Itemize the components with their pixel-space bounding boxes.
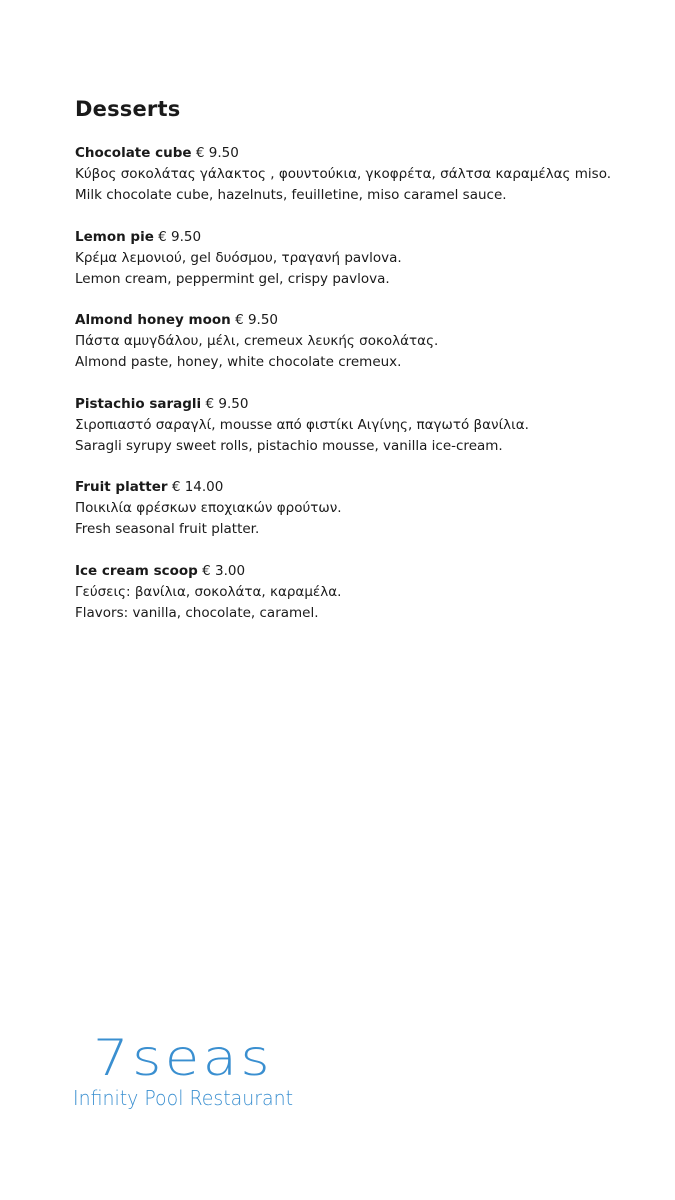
dessert-menu-list (75, 143, 655, 644)
item-description-greek: Κύβος σοκολάτας γάλακτος , φουντούκια, γκοφρέτα, σάλτσα καραμέλας miso. (75, 166, 612, 182)
item-description-greek: Πάστα αμυγδάλου, μέλι, cremeux λευκής σοκολάτας. (75, 333, 439, 349)
item-price: € 9.50 (158, 228, 202, 245)
menu-item-header (75, 143, 655, 164)
item-description-greek: Ποικιλία φρέσκων εποχιακών φρούτων. (75, 500, 342, 516)
item-name: Almond honey moon (75, 312, 231, 328)
logo-wordmark: 7seas (93, 1029, 273, 1087)
menu-item-ice-cream-scoop (75, 561, 655, 645)
menu-item-pistachio-saragli (75, 394, 655, 478)
menu-item-chocolate-cube (75, 143, 655, 227)
item-description-greek: Σιροπιαστό σαραγλί, mousse από φιστίκι Αιγίνης, παγωτό βανίλια. (75, 416, 529, 433)
item-description-english: Lemon cream, peppermint gel, crispy pavlova. (75, 270, 390, 287)
logo-tagline: Infinity Pool Restaurant (73, 1086, 293, 1110)
menu-item-header (75, 310, 655, 331)
item-description-english: Milk chocolate cube, hazelnuts, feuilletine, miso caramel sauce. (75, 187, 507, 203)
item-description-english: Flavors: vanilla, chocolate, caramel. (75, 604, 319, 621)
menu-item-header (75, 477, 655, 498)
menu-item-header (75, 227, 655, 248)
page-title: Desserts (75, 97, 181, 121)
item-description-greek: Γεύσεις: βανίλια, σοκολάτα, καραμέλα. (75, 583, 342, 600)
menu-item-header (75, 561, 655, 582)
menu-item-fruit-platter (75, 477, 655, 561)
item-name: Lemon pie (75, 228, 154, 245)
menu-item-almond-honey-moon (75, 310, 655, 394)
item-description-english: Almond paste, honey, white chocolate cremeux. (75, 354, 402, 370)
item-price: € 9.50 (195, 145, 239, 161)
item-description-greek: Κρέμα λεμονιού, gel δυόσμου, τραγανή pavlova. (75, 249, 402, 266)
restaurant-logo (73, 1025, 333, 1115)
item-price: € 3.00 (202, 562, 246, 579)
item-description-english: Fresh seasonal fruit platter. (75, 521, 260, 537)
item-name: Ice cream scoop (75, 562, 198, 579)
item-price: € 9.50 (235, 312, 279, 328)
item-name: Chocolate cube (75, 145, 192, 161)
item-price: € 9.50 (205, 395, 249, 412)
item-description-english: Saragli syrupy sweet rolls, pistachio mousse, vanilla ice-cream. (75, 437, 503, 454)
item-price: € 14.00 (171, 479, 224, 495)
menu-item-header (75, 394, 655, 415)
item-name: Fruit platter (75, 479, 168, 495)
menu-item-lemon-pie (75, 227, 655, 311)
item-name: Pistachio saragli (75, 395, 202, 412)
